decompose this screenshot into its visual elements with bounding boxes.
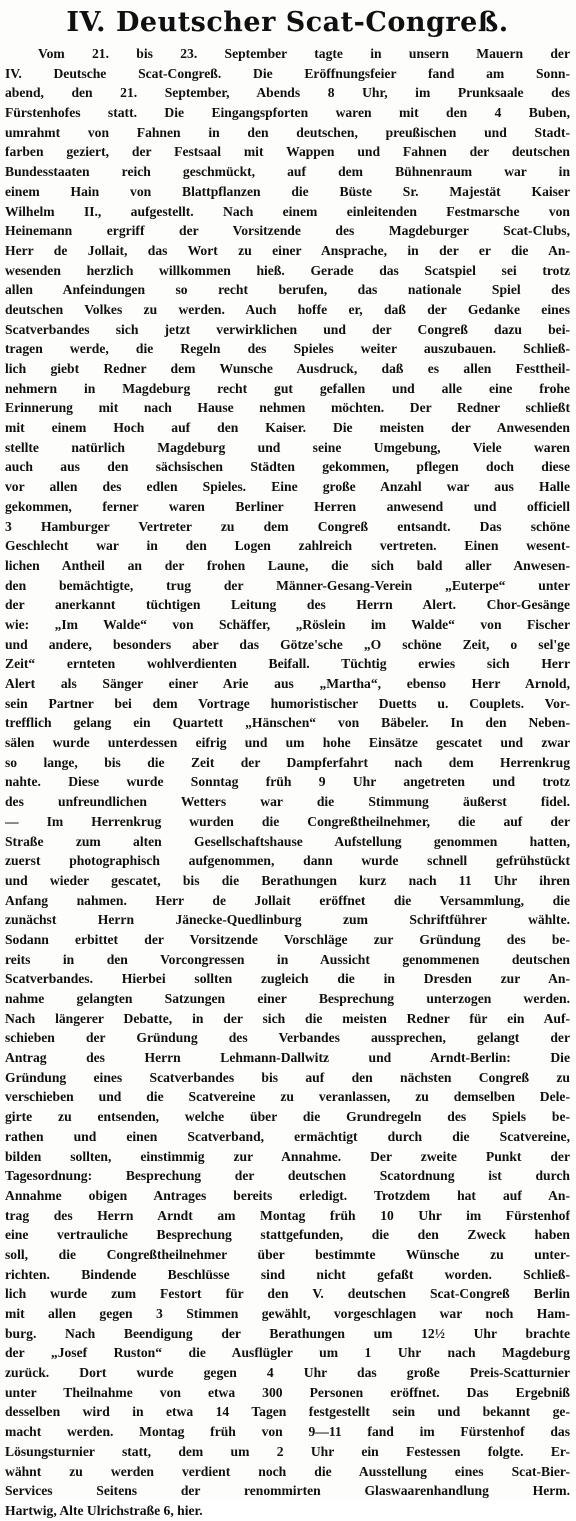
article-line: nehmern in Magdeburg recht gut gefallen und alle eine frohe <box>5 380 570 396</box>
article-line: unter Theilnahme von etwa 300 Personen eröffnet. Das Ergebniß <box>5 1384 570 1400</box>
article-line: lich wurde zum Festort für den V. deutschen Scat-Congreß Berlin <box>5 1286 570 1302</box>
article-line: lich giebt Redner dem Wunsche Ausdruck, daß es allen Festtheil- <box>5 361 570 376</box>
article-line: zurück. Dort wurde gegen 4 Uhr das große Preis-Scatturnier <box>5 1365 570 1381</box>
article-line: lichen Antheil an der frohen Laune, die sich bald aller Anwesen- <box>5 557 570 573</box>
article-line: nahme gelangten Satzungen einer Besprechung unterzogen werden. <box>5 991 570 1006</box>
article-line: Anfang nahmen. Herr de Jollait eröffnet die Versammlung, die <box>5 892 570 908</box>
article-line: zunächst Herrn Jänecke-Quedlinburg zum Schriftführer wählte. <box>5 912 570 928</box>
article-line: Scatverbandes sich jetzt verwirklichen und der Congreß dazu bei- <box>5 321 570 337</box>
article-line: Scatverbandes. Hierbei sollten zugleich die in Dresden zur An- <box>5 971 570 987</box>
article-line: Herr de Jollait, das Wort zu einer Ansprache, in der er die An- <box>5 242 570 258</box>
article-line: Nach längerer Debatte, in der sich die meisten Redner für ein Auf- <box>5 1010 570 1026</box>
article-line: Wilhelm II., aufgestellt. Nach einem einleitenden Festmarsche von <box>5 203 570 219</box>
article-line: schieben der Gründung des Verbandes aussprechen, gelangt der <box>5 1030 570 1046</box>
article-line: Erinnerung mit nach Hause nehmen möchten. Der Redner schließt <box>5 400 570 416</box>
article-line: abend, den 21. September, Abends 8 Uhr, im Prunksaale des <box>5 85 570 101</box>
article-line: auch aus den sächsischen Städten gekommen, pflegen doch diese <box>5 459 570 475</box>
article-line: reits in den Vorcongressen in Aussicht genommenen deutschen <box>5 951 570 967</box>
article-line: Antrag des Herrn Lehmann-Dallwitz und Arndt-Berlin: Die <box>5 1050 570 1066</box>
article-line: IV. Deutsche Scat-Congreß. Die Eröffnungsfeier fand am Sonn- <box>5 65 570 81</box>
article-line: burg. Nach Beendigung der Berathungen um 12½ Uhr brachte <box>5 1325 570 1341</box>
article-line: des unfreundlichen Wetters war die Stimmung äußerst fidel. <box>5 794 570 810</box>
article-line: trag des Herrn Arndt am Montag früh 10 Uhr im Fürstenhof <box>5 1207 570 1223</box>
article-line: girte zu entsenden, welche über die Grundregeln des Spiels be- <box>5 1109 570 1125</box>
article-line: Vom 21. bis 23. September tagte in unsern Mauern der <box>38 46 570 61</box>
article-line: deutschen Volkes zu werden. Auch hoffe er, daß der Gedanke eines <box>5 301 570 317</box>
article-line: allen Anfeindungen so recht berufen, das nationale Spiel des <box>5 282 570 298</box>
article-line: 3 Hamburger Vertreter zu dem Congreß entsandt. Das schöne <box>5 518 570 534</box>
article-line: wesenden herzlich willkommen hieß. Gerade das Scatspiel sei trotz <box>5 262 570 278</box>
article-line: Sodann erbittet der Vorsitzende Vorschläge zur Gründung des be- <box>5 931 570 947</box>
article-line: soll, die Congreßtheilnehmer über bestimmte Wünsche zu unter- <box>5 1246 570 1262</box>
article-line: richten. Bindende Beschlüsse sind nicht gefaßt worden. Schließ- <box>5 1266 570 1282</box>
article-line: Tagesordnung: Besprechung der deutschen Scatordnung ist durch <box>5 1168 570 1184</box>
article-line: verschieben und die Scatvereine zu veranlassen, zu demselben Dele- <box>5 1089 570 1105</box>
article-line: Geschlecht war in den Logen zahlreich vertreten. Einen wesent- <box>5 538 570 554</box>
article-line: Lösungsturnier statt, dem um 2 Uhr ein Festessen folgte. Er- <box>5 1443 570 1459</box>
article-line: nahte. Diese wurde Sonntag früh 9 Uhr angetreten und trotz <box>5 774 570 790</box>
article-line: tragen werde, die Regeln des Spieles weiter auszubauen. Schließ- <box>5 341 570 357</box>
article-line: der „Josef Ruston“ die Ausflügler um 1 Uhr nach Magdeburg <box>5 1345 570 1361</box>
article-line: und andere, besonders aber das Götze'sche „O schöne Zeit, o sel'ge <box>5 636 570 652</box>
article-line: sälen wurde unterdessen eifrig und um hohe Einsätze gescatet und zwar <box>5 735 570 751</box>
article-line: der anerkannt tüchtigen Leitung des Herrn Alert. Chor-Gesänge <box>5 597 570 613</box>
article-line: stellte natürlich Magdeburg und seine Umgebung, Viele waren <box>5 439 570 455</box>
article-line: und wieder gescatet, bis die Berathungen kurz nach 11 Uhr ihren <box>5 872 570 888</box>
article-line: so lange, bis die Zeit der Dampferfahrt nach dem Herrenkrug <box>5 754 570 770</box>
article-line: Fürstenhofes statt. Die Eingangspforten waren mit den 4 Buben, <box>5 105 570 121</box>
article-line: gekommen, ferner waren Berliner Herren anwesend und officiell <box>5 498 570 514</box>
article-line: Bundesstaaten reich geschmückt, auf dem Bühnenraum war in <box>5 164 570 180</box>
article-title: IV. Deutscher Scat-Congreß. <box>66 7 509 38</box>
article-line: rathen und einen Scatverband, ermächtigt durch die Scatvereine, <box>5 1128 570 1144</box>
article-line: — Im Herrenkrug wurden die Congreßtheilnehmer, die auf der <box>5 813 570 829</box>
article-line: wie: „Im Walde“ von Schäffer, „Röslein im Walde“ von Fischer <box>5 616 570 632</box>
article-line: farben geziert, der Festsaal mit Wappen und Fahnen der deutschen <box>5 144 570 160</box>
article-line: Straße zum alten Gesellschaftshause Aufstellung genommen hatten, <box>5 833 570 849</box>
article-line: desselben wird in etwa 14 Tagen festgestellt sein und bekannt ge- <box>5 1404 570 1420</box>
article-line: vor allen des edlen Spieles. Eine große Anzahl war aus Halle <box>5 479 570 495</box>
article-line: sein Partner bei dem Vortrage humoristischer Duetts u. Couplets. Vor- <box>5 695 570 711</box>
article-line: den bemächtigte, trug der Männer-Gesang-Verein „Euterpe“ unter <box>5 577 570 593</box>
article-line: umrahmt von Fahnen in den deutschen, preußischen und Stadt- <box>5 124 570 140</box>
article-line: mit einem Hoch auf den Kaiser. Die meisten der Anwesenden <box>5 420 570 436</box>
article-line: Services Seitens der renommirten Glaswaarenhandlung Herm. <box>5 1483 570 1499</box>
article-line: trefflich gelang ein Quartett „Hänschen“ von Bäbeler. In den Neben- <box>5 715 570 731</box>
article-line: Annahme obigen Antrages bereits erledigt. Trotzdem hat auf An- <box>5 1187 570 1203</box>
article-line: Zeit“ ernteten wohlverdienten Beifall. Tüchtig erwies sich Herr <box>5 656 570 672</box>
article-line: bilden sollten, einstimmig zur Annahme. Der zweite Punkt der <box>5 1148 570 1164</box>
article-line: Hartwig, Alte Ulrichstraße 6, hier. <box>5 1502 203 1518</box>
article-line: macht werden. Montag früh von 9—11 fand im Fürstenhof das <box>5 1424 570 1440</box>
article-line: Gründung eines Scatverbandes bis auf den nächsten Congreß zu <box>5 1069 570 1085</box>
article-line: mit allen gegen 3 Stimmen gewählt, vorgeschlagen war noch Ham- <box>5 1306 570 1321</box>
article-line: eine vertrauliche Besprechung stattgefunden, die den Zweck haben <box>5 1227 570 1243</box>
article-line: zuerst photographisch aufgenommen, dann wurde schnell gefrühstückt <box>5 853 570 869</box>
article-body <box>5 44 570 1521</box>
article-line: einem Hain von Blattpflanzen die Büste Sr. Majestät Kaiser <box>5 183 570 199</box>
article-line: wähnt zu werden verdient noch die Ausstellung eines Scat-Bier- <box>5 1463 570 1479</box>
article-line: Alert als Sänger einer Arie aus „Martha“, ebenso Herr Arnold, <box>5 676 570 691</box>
article-line: Heinemann ergriff der Vorsitzende des Magdeburger Scat-Clubs, <box>5 223 570 239</box>
